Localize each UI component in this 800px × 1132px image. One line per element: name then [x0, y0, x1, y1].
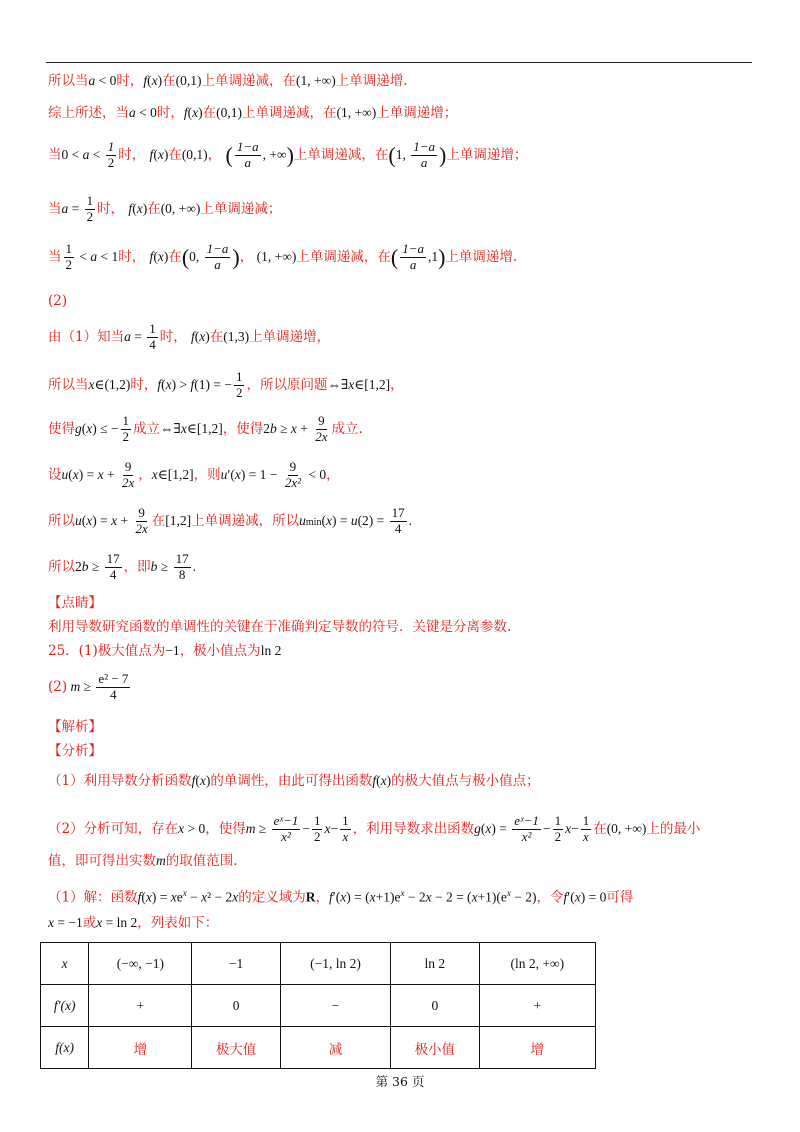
tip-heading: 【点睛】	[48, 595, 102, 611]
tip-text: 利用导数研究函数的单调性的关键在于准确判定导数的符号．关键是分离参数.	[48, 619, 512, 635]
page-number: 第 36 页	[375, 1074, 425, 1089]
table-row	[41, 985, 596, 1027]
table-cell: 极小值	[391, 1027, 479, 1069]
table-row	[41, 1027, 596, 1069]
line-1: 所以当a < 0时，f(x)在(0,1)上单调递减，在(1, +∞)上单调递增.	[48, 73, 408, 89]
line-23: x = −1或x = ln 2，列表如下：	[48, 915, 219, 931]
table-cell: 增	[89, 1027, 192, 1069]
table-cell: 0	[391, 985, 479, 1027]
table-cell: f′(x)	[41, 985, 89, 1027]
table-header-cell: (−1, ln 2)	[280, 943, 390, 985]
line-22: （1）解：函数$f(x) = xe^x - x^2 - 2x$的定义域为R，$f'(x) = (x+1)e^x - 2x - 2 = (x+1)(e^x - 2)$，令f′(x) = 0可得	[48, 888, 634, 906]
table-cell: −	[280, 985, 390, 1027]
analysis-sub-heading: 【分析】	[48, 743, 102, 759]
line-12: 所以2b ≥ $\frac{17}{4}$ ，即b ≥ $\frac{17}{8}$ .	[48, 551, 196, 582]
line-3: 当0 < a < $\frac{1}{2}$ 时， f(x)在(0,1)， ( $\frac{1-a}{a}$ , +∞)上单调递减，在(1, $\frac{1-a}{a}$ )上单调递增；	[48, 139, 528, 170]
table-cell: 增	[479, 1027, 595, 1069]
line-5: 当 $\frac{1}{2}$ < a < 1时， f(x)在(0, $\frac{1-a}{a}$ )， (1, +∞)上单调递减，在( $\frac{1-a}{a}$ ,1)上单调递增.	[48, 241, 518, 272]
line-11: 所以u(x) = x + $\frac{9}{2x}$ 在[1,2]上单调递减，所以umin(x) = u(2) = $\frac{17}{4}$ .	[48, 505, 413, 536]
table-row	[41, 943, 596, 985]
line-2: 综上所述，当a < 0时，f(x)在(0,1)上单调递减，在(1, +∞)上单调递增；	[48, 105, 458, 121]
table-cell: 极大值	[192, 1027, 280, 1069]
table-cell: +	[89, 985, 192, 1027]
q25-answer-1: 25．(1)极大值点为−1，极小值点为ln 2	[48, 643, 282, 659]
table-header-cell: (ln 2, +∞)	[479, 943, 595, 985]
header-rule	[46, 62, 752, 63]
analysis-heading: 【解析】	[48, 719, 102, 735]
table-header-cell: ln 2	[391, 943, 479, 985]
line-7: 由（1）知当a = $\frac{1}{4}$ 时， f(x)在(1,3)上单调递增，	[48, 321, 331, 352]
table-cell: +	[479, 985, 595, 1027]
line-10: 设u(x) = x + $\frac{9}{2x}$ ，x∈[1,2]，则u′(x) = 1 − $\frac{9}{\text{2x²}}$ < 0，	[48, 459, 340, 490]
line-19: （1）利用导数分析函数f(x)的单调性，由此可得出函数f(x)的极大值点与极小值点；	[48, 773, 540, 789]
table-cell: 0	[192, 985, 280, 1027]
sign-table	[40, 942, 596, 1069]
line-8: 所以当x∈(1,2)时，f(x) > f(1) = − $\frac{1}{2}$ ，所以原问题⇔∃x∈[1,2]，	[48, 369, 404, 400]
line-4: 当a = $\frac{1}{2}$ 时， f(x)在(0, +∞)上单调递减；	[48, 193, 282, 224]
table-cell: f(x)	[41, 1027, 89, 1069]
line-21: 值，即可得出实数m的取值范围.	[48, 853, 238, 869]
table-header-cell: −1	[192, 943, 280, 985]
line-9: 使得g(x) ≤ − $\frac{1}{2}$ 成立⇔∃x∈[1,2]，使得2b ≥ x + $\frac{9}{2x}$ 成立.	[48, 413, 363, 444]
q25-answer-2: (2) m ≥ $\frac{\text{e² − 7}}{4}$	[48, 671, 129, 702]
part-2-label: (2)	[48, 293, 68, 309]
table-header-cell: x	[41, 943, 89, 985]
table-header-cell: (−∞, −1)	[89, 943, 192, 985]
table-cell: 减	[280, 1027, 390, 1069]
line-20: （2）分析可知，存在x > 0，使得m ≥ $\frac{\text{eˣ−1}}{\text{x²}}$ − $\frac{1}{2}$ x− $\frac{1}{x}$ ，利用导数求出函数g(x) = $\frac{\text{eˣ−1}}{\text{x²}}$ − $\frac{1}{2}$ x− $\frac{1}{x}$ 在(0, +∞)上的最小	[48, 813, 701, 844]
